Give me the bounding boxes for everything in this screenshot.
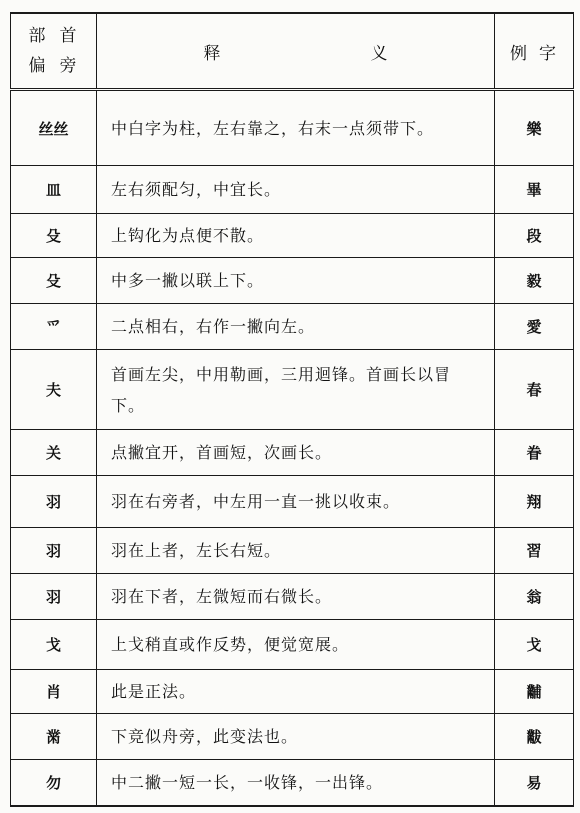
header-radical (11, 13, 97, 90)
explanation-cell: 羽在上者，左长右短。 (97, 528, 495, 574)
example-char-cell: 眷 (495, 430, 574, 476)
explanation-cell: 羽在右旁者，中左用一直一挑以收束。 (97, 476, 495, 528)
example-char-cell: 翁 (495, 574, 574, 620)
table-row (11, 620, 574, 670)
table-row (11, 350, 574, 430)
radical-cell: 戈 (11, 620, 97, 670)
table-row (11, 574, 574, 620)
example-char-cell: 毅 (495, 258, 574, 304)
table-row (11, 304, 574, 350)
radical-cell: 殳 (11, 258, 97, 304)
header-explain-right: 义 (370, 43, 388, 64)
example-char-cell: 樂 (495, 90, 574, 166)
explanation-cell: 二点相右，右作一撇向左。 (97, 304, 495, 350)
radical-cell: 黹 (11, 714, 97, 760)
table-row (11, 476, 574, 528)
table-row (11, 258, 574, 304)
example-char-cell: 翔 (495, 476, 574, 528)
radical-cell: 皿 (11, 166, 97, 214)
table-row (11, 714, 574, 760)
radical-cell: 勿 (11, 760, 97, 806)
example-char-cell: 畢 (495, 166, 574, 214)
radical-cell: 肖 (11, 670, 97, 714)
table-row (11, 430, 574, 476)
radical-cell: 夫 (11, 350, 97, 430)
header-explain-left: 释 (203, 43, 221, 64)
radical-cell: 羽 (11, 574, 97, 620)
header-radical-line2: 偏旁 (28, 56, 91, 76)
table-row (11, 760, 574, 806)
explanation-cell: 中白字为柱，左右靠之，右末一点须带下。 (97, 90, 495, 166)
radical-explanation-table (10, 12, 574, 807)
radical-cell: 羽 (11, 476, 97, 528)
example-char-cell: 習 (495, 528, 574, 574)
explanation-cell: 下竞似舟旁，此变法也。 (97, 714, 495, 760)
example-char-cell: 春 (495, 350, 574, 430)
explanation-cell: 首画左尖，中用勒画，三用迴锋。首画长以冒下。 (97, 350, 495, 430)
table-row (11, 214, 574, 258)
example-char-cell: 黻 (495, 714, 574, 760)
radical-cell: 关 (11, 430, 97, 476)
table-row (11, 528, 574, 574)
example-char-cell: 黼 (495, 670, 574, 714)
example-char-cell: 段 (495, 214, 574, 258)
example-char-cell: 愛 (495, 304, 574, 350)
table-row (11, 166, 574, 214)
table-row (11, 90, 574, 166)
explanation-cell: 上钩化为点便不散。 (97, 214, 495, 258)
header-example: 例字 (495, 13, 574, 90)
radical-cell: 爫 (11, 304, 97, 350)
explanation-cell: 中二撇一短一长，一收锋，一出锋。 (97, 760, 495, 806)
radical-cell: 丝丝 (11, 90, 97, 166)
example-char-cell: 易 (495, 760, 574, 806)
explanation-cell: 点撇宜开，首画短，次画长。 (97, 430, 495, 476)
explanation-cell: 上戈稍直或作反势，便觉宽展。 (97, 620, 495, 670)
radical-cell: 殳 (11, 214, 97, 258)
header-explanation (97, 13, 495, 90)
explanation-cell: 羽在下者，左微短而右微长。 (97, 574, 495, 620)
explanation-cell: 此是正法。 (97, 670, 495, 714)
explanation-cell: 中多一撇以联上下。 (97, 258, 495, 304)
explanation-cell: 左右须配匀，中宜长。 (97, 166, 495, 214)
header-radical-line1: 部首 (28, 26, 91, 46)
table-header-row (11, 13, 574, 90)
example-char-cell: 戈 (495, 620, 574, 670)
radical-cell: 羽 (11, 528, 97, 574)
table-row (11, 670, 574, 714)
